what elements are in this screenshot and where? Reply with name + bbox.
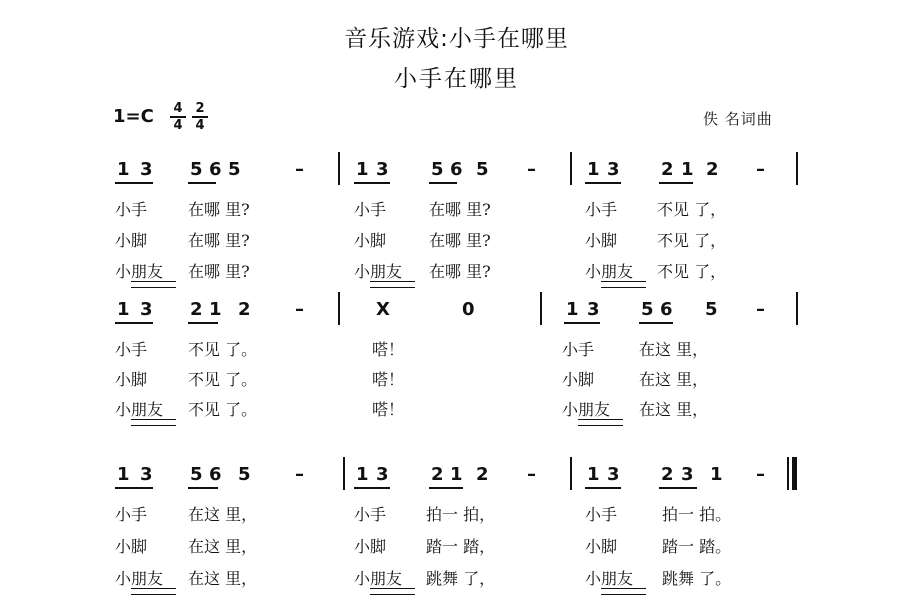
beam bbox=[188, 182, 216, 184]
beam bbox=[585, 487, 621, 489]
time-signature-4-4 bbox=[170, 102, 186, 132]
time-den: 4 bbox=[173, 118, 183, 133]
beam bbox=[115, 487, 153, 489]
note: X bbox=[376, 299, 390, 320]
lyric: 小脚 bbox=[354, 537, 387, 556]
beam bbox=[188, 487, 218, 489]
beam bbox=[188, 322, 218, 324]
note: – bbox=[295, 464, 304, 485]
beam bbox=[429, 487, 463, 489]
lyric: 在哪 里? bbox=[429, 200, 491, 219]
lyric: 在哪 里? bbox=[429, 231, 491, 250]
lyric: 踏一 踏， bbox=[426, 537, 496, 556]
note: 6 bbox=[209, 464, 222, 485]
lyric: 小朋友 bbox=[562, 400, 611, 419]
note: 1 bbox=[587, 159, 600, 180]
lyric: 不见 了。 bbox=[188, 400, 258, 419]
note: 3 bbox=[376, 159, 389, 180]
note: 2 bbox=[661, 464, 674, 485]
lyric: 小脚 bbox=[115, 537, 148, 556]
song-title: 音乐游戏:小手在哪里 bbox=[344, 26, 569, 52]
lyric: 小朋友 bbox=[585, 262, 634, 281]
beam bbox=[429, 182, 457, 184]
time-num: 4 bbox=[170, 102, 186, 118]
lyric: 在这 里， bbox=[639, 370, 709, 389]
bar-line bbox=[343, 457, 345, 490]
note: 5 bbox=[228, 159, 241, 180]
key-signature bbox=[113, 106, 154, 127]
note: 1 bbox=[587, 464, 600, 485]
lyric: 在这 里， bbox=[188, 569, 258, 588]
time-den: 4 bbox=[195, 118, 205, 133]
note: 1 bbox=[117, 464, 130, 485]
note: 1 bbox=[450, 464, 463, 485]
key-label: 1=C bbox=[113, 106, 154, 127]
lyric-underline bbox=[578, 419, 623, 426]
beam bbox=[659, 487, 697, 489]
bar-line bbox=[570, 152, 572, 185]
lyric: 小脚 bbox=[115, 370, 148, 389]
lyric: 嗒！ bbox=[372, 340, 405, 359]
lyric: 小脚 bbox=[562, 370, 595, 389]
lyric: 小朋友 bbox=[115, 400, 164, 419]
lyric: 嗒！ bbox=[372, 370, 405, 389]
time-signature-2-4 bbox=[192, 102, 208, 132]
bar-line bbox=[796, 152, 798, 185]
beam bbox=[659, 182, 693, 184]
note: 5 bbox=[431, 159, 444, 180]
note: 2 bbox=[238, 299, 251, 320]
note: 3 bbox=[681, 464, 694, 485]
note: 5 bbox=[705, 299, 718, 320]
note: 1 bbox=[117, 299, 130, 320]
lyric: 小手 bbox=[585, 200, 618, 219]
note: 3 bbox=[587, 299, 600, 320]
lyric-underline bbox=[131, 419, 176, 426]
lyric: 小手 bbox=[115, 505, 148, 524]
note: 1 bbox=[566, 299, 579, 320]
note: 5 bbox=[190, 464, 203, 485]
lyric: 不见 了。 bbox=[188, 370, 258, 389]
bar-line bbox=[338, 292, 340, 325]
note: – bbox=[527, 159, 536, 180]
lyric: 小手 bbox=[562, 340, 595, 359]
note: 3 bbox=[607, 159, 620, 180]
note: 2 bbox=[190, 299, 203, 320]
lyric: 在哪 里? bbox=[188, 262, 250, 281]
bar-line bbox=[338, 152, 340, 185]
beam bbox=[115, 182, 153, 184]
beam bbox=[354, 182, 390, 184]
note: – bbox=[756, 299, 765, 320]
lyric: 小手 bbox=[115, 200, 148, 219]
lyric: 踏一 踏。 bbox=[662, 537, 732, 556]
lyric: 嗒！ bbox=[372, 400, 405, 419]
beam bbox=[639, 322, 673, 324]
note: – bbox=[295, 159, 304, 180]
lyric: 小脚 bbox=[115, 231, 148, 250]
final-bar-thin bbox=[787, 457, 789, 490]
note: 2 bbox=[431, 464, 444, 485]
lyric: 小脚 bbox=[585, 231, 618, 250]
note: 1 bbox=[209, 299, 222, 320]
lyric: 不见 了。 bbox=[188, 340, 258, 359]
lyric-underline bbox=[131, 281, 176, 288]
lyric: 不见 了， bbox=[657, 231, 727, 250]
lyric-underline bbox=[601, 588, 646, 595]
lyric: 在哪 里? bbox=[188, 231, 250, 250]
final-bar-thick bbox=[792, 457, 797, 490]
note: 0 bbox=[462, 299, 475, 320]
lyric: 跳舞 了， bbox=[426, 569, 496, 588]
note: 6 bbox=[209, 159, 222, 180]
bar-line bbox=[570, 457, 572, 490]
note: 2 bbox=[706, 159, 719, 180]
lyric: 小手 bbox=[115, 340, 148, 359]
beam bbox=[354, 487, 390, 489]
note: 1 bbox=[117, 159, 130, 180]
bar-line bbox=[796, 292, 798, 325]
lyric: 在这 里， bbox=[639, 400, 709, 419]
note: – bbox=[756, 159, 765, 180]
note: 1 bbox=[356, 159, 369, 180]
note: 6 bbox=[660, 299, 673, 320]
note: 3 bbox=[607, 464, 620, 485]
lyric: 小朋友 bbox=[115, 569, 164, 588]
lyric: 小朋友 bbox=[115, 262, 164, 281]
song-subtitle: 小手在哪里 bbox=[394, 66, 519, 92]
note: 5 bbox=[641, 299, 654, 320]
time-num: 2 bbox=[192, 102, 208, 118]
note: 1 bbox=[681, 159, 694, 180]
lyric: 小朋友 bbox=[585, 569, 634, 588]
note: 5 bbox=[190, 159, 203, 180]
lyric-underline bbox=[370, 588, 415, 595]
note: – bbox=[295, 299, 304, 320]
lyric: 在这 里， bbox=[188, 505, 258, 524]
lyric: 小脚 bbox=[585, 537, 618, 556]
lyric: 小脚 bbox=[354, 231, 387, 250]
beam bbox=[115, 322, 153, 324]
lyric: 拍一 拍。 bbox=[662, 505, 732, 524]
lyric: 不见 了， bbox=[657, 200, 727, 219]
note: 2 bbox=[661, 159, 674, 180]
lyric: 拍一 拍， bbox=[426, 505, 496, 524]
beam bbox=[564, 322, 600, 324]
note: 2 bbox=[476, 464, 489, 485]
note: 1 bbox=[356, 464, 369, 485]
lyric: 在哪 里? bbox=[429, 262, 491, 281]
lyric: 小手 bbox=[354, 200, 387, 219]
note: 5 bbox=[238, 464, 251, 485]
note: – bbox=[756, 464, 765, 485]
lyric: 不见 了， bbox=[657, 262, 727, 281]
lyric: 小手 bbox=[354, 505, 387, 524]
note: 6 bbox=[450, 159, 463, 180]
lyric: 跳舞 了。 bbox=[662, 569, 732, 588]
bar-line bbox=[540, 292, 542, 325]
lyric-underline bbox=[370, 281, 415, 288]
note: 3 bbox=[140, 159, 153, 180]
lyric: 小朋友 bbox=[354, 262, 403, 281]
lyric-underline bbox=[131, 588, 176, 595]
lyric: 在这 里， bbox=[188, 537, 258, 556]
note: 1 bbox=[710, 464, 723, 485]
note: 3 bbox=[140, 464, 153, 485]
lyric: 在哪 里? bbox=[188, 200, 250, 219]
note: 3 bbox=[376, 464, 389, 485]
note: – bbox=[527, 464, 536, 485]
lyric: 小朋友 bbox=[354, 569, 403, 588]
note: 3 bbox=[140, 299, 153, 320]
lyric-underline bbox=[601, 281, 646, 288]
lyric: 在这 里， bbox=[639, 340, 709, 359]
lyric: 小手 bbox=[585, 505, 618, 524]
author-credit: 佚 名词曲 bbox=[703, 110, 773, 128]
note: 5 bbox=[476, 159, 489, 180]
beam bbox=[585, 182, 621, 184]
